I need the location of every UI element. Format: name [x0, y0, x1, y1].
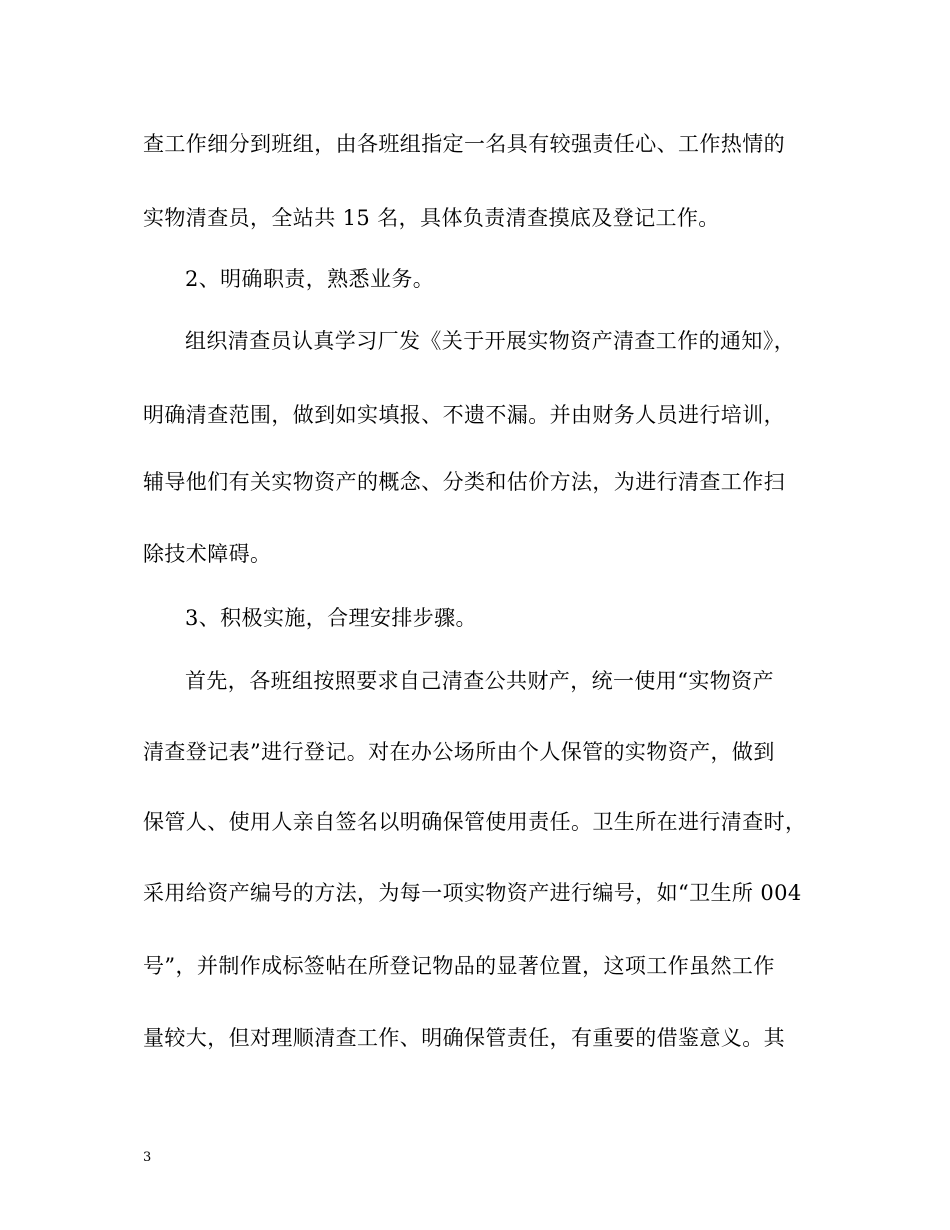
- paragraph-line: 明确清查范围，做到如实填报、不遗不漏。并由财务人员进行培训，: [143, 403, 785, 427]
- paragraph-line: 组织清查员认真学习厂发《关于开展实物资产清查工作的通知》，: [185, 329, 796, 353]
- paragraph-line: 辅导他们有关实物资产的概念、分类和估价方法，为进行清查工作扫: [143, 470, 785, 494]
- paragraph-line: 采用给资产编号的方法，为每一项实物资产进行编号，如“卫生所 004: [143, 881, 802, 905]
- section-heading: 2、明确职责，熟悉业务。: [185, 267, 435, 291]
- paragraph-line: 清查登记表”进行登记。对在办公场所由个人保管的实物资产，做到: [143, 740, 775, 764]
- section-heading: 3、积极实施，合理安排步骤。: [185, 606, 477, 630]
- paragraph-line: 量较大，但对理顺清查工作、明确保管责任，有重要的借鉴意义。其: [143, 1026, 785, 1050]
- paragraph-line: 保管人、使用人亲自签名以明确保管使用责任。卫生所在进行清查时，: [143, 810, 807, 834]
- page-number: 3: [143, 1150, 152, 1165]
- paragraph-line: 实物清查员，全站共 15 名，具体负责清查摸底及登记工作。: [143, 206, 720, 230]
- paragraph-line: 号”，并制作成标签帖在所登记物品的显著位置，这项工作虽然工作: [143, 954, 775, 978]
- paragraph-line: 首先，各班组按照要求自己清查公共财产，统一使用“实物资产: [185, 669, 774, 693]
- paragraph-line: 除技术障碍。: [143, 542, 272, 566]
- paragraph-line: 查工作细分到班组，由各班组指定一名具有较强责任心、工作热情的: [143, 132, 785, 156]
